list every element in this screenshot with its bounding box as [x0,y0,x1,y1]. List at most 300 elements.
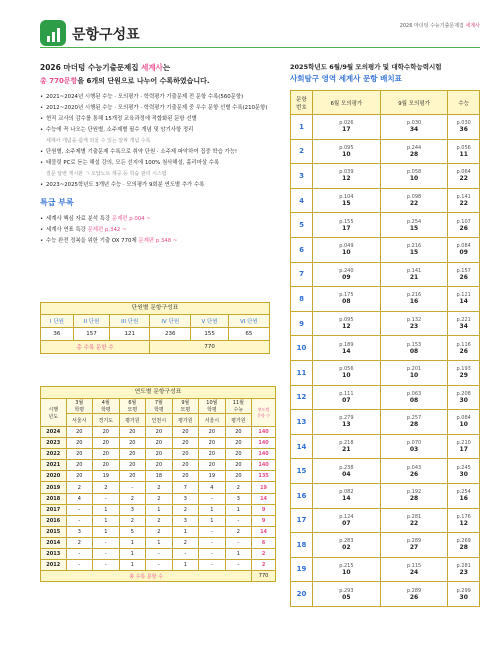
question-ref: 10 [409,175,419,183]
page-ref: p.141 [456,194,471,201]
feature-item: • 2012~2020년 시행된 수능 · 모의평가 · 학력평가 기출문제 중 우수 문항 선별 수록(210문항) [40,103,270,114]
year-value-cell: 3 [172,515,199,526]
year-value-cell: 20 [172,438,199,449]
year-value-cell: 1 [172,560,199,571]
year-cell: 2020 [41,471,67,482]
placement-cell [380,213,448,238]
special-page-link: 문제편 p.342 ~ [87,227,127,233]
year-value-cell: 20 [225,449,252,460]
placement-row [291,557,480,582]
placement-cell [380,582,448,607]
year-value-cell: 1 [93,515,120,526]
question-ref: 05 [342,593,351,601]
year-value-cell: 140 [252,449,276,460]
year-value-cell: 19 [199,471,226,482]
page-ref: p.056 [339,366,354,373]
page-ref: p.208 [456,390,471,397]
year-cell: 2021 [41,460,67,471]
year-row [41,537,276,548]
year-value-cell: 20 [93,449,120,460]
question-number: 13 [291,410,313,435]
special-item [40,225,270,236]
year-row [41,515,276,526]
placement-cell [380,237,448,262]
placement-cell [313,115,381,140]
year-org-row [41,414,276,427]
placement-cell [313,287,381,312]
question-ref: 08 [409,396,419,404]
year-value-cell: 20 [66,460,93,471]
placement-row [291,311,480,336]
placement-cell [448,360,480,385]
page-ref: p.121 [456,292,471,299]
page-ref: p.240 [339,267,354,274]
question-ref: 29 [459,372,468,380]
page-ref: p.257 [406,415,422,422]
page-ref: p.095 [339,144,354,151]
placement-header-cell: 6월 모의평가 [313,91,381,115]
placement-cell [380,262,448,287]
header-divider [40,47,480,48]
year-value-cell: 3 [172,493,199,504]
question-ref: 11 [459,150,468,158]
question-ref: 15 [342,200,351,208]
question-ref: 23 [459,568,468,576]
page-ref: p.193 [456,366,471,373]
year-value-cell: - [225,560,252,571]
year-value-cell: - [66,549,93,560]
special-list [40,214,270,247]
year-row [41,482,276,493]
question-ref: 16 [409,298,419,306]
placement-cell [313,410,381,435]
question-ref: 15 [409,249,419,257]
year-row [41,427,276,438]
question-number: 9 [291,311,313,336]
placement-cell [380,434,448,459]
year-value-cell: 2 [172,537,199,548]
placement-cell [313,139,381,164]
feature-item: 세계사 개념을 쉽게 외울 수 있는 알짜 개념 수록 [46,138,151,144]
placement-row [291,188,480,213]
question-ref: 03 [409,446,419,454]
year-value-cell: 1 [146,537,173,548]
year-value-cell: 2 [146,526,173,537]
placement-header-cell: 문항 번호 [291,91,313,115]
question-ref: 10 [409,372,419,380]
intro-line-1: 2026 마더텅 수능기출문제집 세계사는 [40,63,171,72]
year-row [41,438,276,449]
feature-list [40,92,270,191]
question-number: 2 [291,139,313,164]
year-value-cell: 2 [172,504,199,515]
year-value-cell: - [93,549,120,560]
placement-cell [380,115,448,140]
question-ref: 15 [409,224,419,232]
page-ref: p.254 [456,489,471,496]
question-ref: 22 [459,200,468,208]
year-value-cell: 2 [119,493,146,504]
unit-header-cell: IV 단원 [150,315,191,328]
page-ref: p.124 [339,513,354,520]
page-ref: p.176 [456,513,471,520]
page-ref: p.299 [456,587,471,594]
question-number: 5 [291,213,313,238]
year-value-cell: 20 [93,438,120,449]
page-ref: p.084 [456,243,471,250]
feature-item: 질문 답변 게시판 ㄱ 오답노트 제공 등 학습 관리 시스템 [46,171,167,177]
year-value-cell: 20 [146,427,173,438]
question-ref: 30 [459,470,468,478]
year-value-cell: 14 [252,493,276,504]
page-ref: p.289 [406,587,422,594]
question-number: 12 [291,385,313,410]
placement-cell [380,336,448,361]
placement-cell [448,508,480,533]
page-ref: p.153 [406,341,422,348]
year-value-cell: 2 [225,526,252,537]
placement-cell [313,483,381,508]
year-value-cell: - [66,560,93,571]
special-text: 수능 완전 정복을 위한 기출 OX 770제 [46,238,139,244]
placement-cell [448,410,480,435]
placement-cell [448,434,480,459]
page-ref: p.244 [406,144,422,151]
question-ref: 30 [459,593,468,601]
question-ref: 17 [459,446,468,454]
year-value-cell: - [93,560,120,571]
year-value-cell: 2 [93,482,120,493]
question-ref: 21 [342,446,351,454]
year-total-label: 총 수록 문항 수 [41,571,252,582]
question-ref: 12 [459,519,468,527]
year-value-cell: 20 [146,449,173,460]
placement-cell [448,582,480,607]
question-number: 7 [291,262,313,287]
page-ref: p.049 [339,243,354,250]
year-value-cell: 1 [146,504,173,515]
page-ref: p.221 [456,317,471,324]
feature-item: • 2021~2024년 시행된 수능 · 모의평가 · 학력평가 기출문제 전 문항 수록(560문항) [40,92,270,103]
unit-header-cell: III 단원 [110,315,150,328]
year-header-cell: 10월 학평 [199,399,226,414]
unit-header-cell: V 단원 [191,315,229,328]
year-value-cell: 9 [252,515,276,526]
page-ref: p.063 [406,390,422,397]
page-ref: p.218 [339,440,354,447]
year-value-cell: 20 [172,427,199,438]
page-ref: p.026 [339,120,354,127]
year-value-cell: 2 [252,549,276,560]
year-value-cell: 1 [225,549,252,560]
year-value-cell: 20 [119,449,146,460]
special-text: 세계사 연표 특강 [46,227,88,233]
year-value-cell: 19 [93,471,120,482]
special-text: 세계사 핵심 자료 분석 특강 [46,216,112,222]
placement-cell [380,287,448,312]
placement-row [291,410,480,435]
intro-section [40,62,270,247]
year-value-cell: 20 [93,427,120,438]
question-ref: 28 [409,421,419,429]
year-value-cell: 20 [225,471,252,482]
year-value-cell: 2 [146,493,173,504]
unit-value-cell: 157 [73,328,109,341]
question-ref: 26 [459,273,468,281]
page-ref: p.132 [406,317,422,324]
question-number: 3 [291,164,313,189]
year-value-cell: - [199,537,226,548]
question-ref: 30 [459,396,468,404]
question-ref: 28 [409,495,419,503]
placement-row [291,115,480,140]
unit-value-cell: 36 [41,328,74,341]
placement-section [290,62,480,84]
placement-cell [448,483,480,508]
question-ref: 26 [409,593,419,601]
year-value-cell: 135 [252,471,276,482]
placement-cell [380,385,448,410]
feature-item: • 현직 교사의 감수를 통해 15개정 교육과정에 적합화된 문항 선별 [40,114,270,125]
placement-cell [448,533,480,558]
page-ref: p.098 [406,194,422,201]
placement-cell [380,188,448,213]
placement-row [291,483,480,508]
page-ref: p.238 [339,464,354,471]
question-ref: 27 [409,544,419,552]
placement-cell [313,311,381,336]
page-ref: p.141 [406,267,422,274]
unit-value-row [41,328,270,341]
year-cell: 2015 [41,526,67,537]
year-value-cell: 1 [199,504,226,515]
placement-cell [313,434,381,459]
page-ref: p.289 [406,538,422,545]
year-value-cell: 20 [119,427,146,438]
year-value-cell: 9 [252,504,276,515]
year-value-cell: 20 [199,460,226,471]
year-value-cell: 20 [66,438,93,449]
question-number: 17 [291,508,313,533]
year-value-cell: 20 [172,460,199,471]
page-ref: p.254 [406,218,422,225]
placement-cell [448,287,480,312]
unit-header-cell: I 단원 [41,315,74,328]
placement-row [291,582,480,607]
year-value-cell: 7 [172,482,199,493]
year-value-cell: - [172,549,199,560]
question-ref: 24 [409,568,419,576]
question-ref: 12 [342,175,351,183]
year-value-cell: 6 [252,537,276,548]
placement-cell [380,139,448,164]
placement-cell [313,164,381,189]
question-ref: 14 [342,495,351,503]
special-item [40,214,270,225]
question-ref: 22 [409,200,419,208]
year-value-cell: 20 [146,460,173,471]
question-ref: 22 [409,519,419,527]
question-ref: 08 [409,347,419,355]
placement-row [291,434,480,459]
placement-row [291,139,480,164]
year-value-cell: 20 [146,438,173,449]
year-header-cell: 11월 수능 [225,399,252,414]
year-value-cell: 1 [119,537,146,548]
page-ref: p.189 [339,341,354,348]
year-cell: 2024 [41,427,67,438]
year-cell: 2014 [41,537,67,548]
placement-row [291,213,480,238]
year-value-cell: 20 [119,471,146,482]
page-ref: p.104 [339,194,354,201]
question-ref: 26 [459,224,468,232]
question-ref: 34 [459,323,468,331]
page-ref: p.116 [456,341,471,348]
year-value-cell: 2 [66,537,93,548]
placement-cell [448,336,480,361]
year-value-cell: 3 [119,504,146,515]
question-ref: 04 [342,470,351,478]
special-page-link: 문제편 p.348 ~ [138,238,178,244]
year-value-cell: 1 [119,549,146,560]
question-number: 8 [291,287,313,312]
page-header [40,20,480,50]
year-value-cell: 20 [66,449,93,460]
placement-row [291,508,480,533]
page-ref: p.216 [406,243,422,250]
unit-header-cell: II 단원 [73,315,109,328]
placement-cell [380,360,448,385]
year-value-cell: - [199,560,226,571]
question-ref: 36 [459,126,468,134]
page-ref: p.216 [406,292,422,299]
question-ref: 14 [459,298,468,306]
year-value-cell: - [119,482,146,493]
placement-cell [448,262,480,287]
placement-cell [448,188,480,213]
year-value-cell: - [93,493,120,504]
question-ref: 26 [459,347,468,355]
feature-item: • 2023~2025학년도 3개년 수능 · 모의평가 9회분 연도별 추가 수록 [40,180,270,191]
question-ref: 17 [342,126,351,134]
year-row [41,449,276,460]
year-value-cell: 4 [199,482,226,493]
placement-cell [380,557,448,582]
year-value-cell: 1 [225,504,252,515]
page-ref: p.201 [406,366,422,373]
year-header-cell: 6월 모평 [119,399,146,414]
placement-table [290,90,480,607]
unit-total-label: 총 수록 문항 수 [41,341,150,354]
year-header-row [41,399,276,414]
year-value-cell: 140 [252,427,276,438]
placement-cell [380,483,448,508]
placement-cell [313,508,381,533]
page-ref: p.269 [456,538,471,545]
placement-cell [380,533,448,558]
year-cell: 2018 [41,493,67,504]
year-row [41,549,276,560]
special-page-link: 문제편 p.004 ~ [111,216,151,222]
year-value-cell: 19 [252,482,276,493]
feature-item: • 단원별, 소주제별 기출문제 수록으로 취약 단원 · 소주제 파악하여 집중 학습 가능! [40,147,270,158]
year-row [41,526,276,537]
year-org-cell: 서울시 [66,414,93,427]
page-ref: p.157 [456,267,471,274]
year-row [41,504,276,515]
year-value-cell: 20 [225,438,252,449]
year-value-cell: 140 [252,460,276,471]
question-number: 1 [291,115,313,140]
placement-cell [380,164,448,189]
year-value-cell: 20 [66,427,93,438]
year-value-cell: 20 [172,449,199,460]
question-number: 15 [291,459,313,484]
year-value-cell: - [66,504,93,515]
year-value-cell: 20 [93,460,120,471]
page-title: 문항구성표 [72,27,140,43]
placement-cell [380,459,448,484]
question-number: 10 [291,336,313,361]
question-number: 11 [291,360,313,385]
feature-item: • 수능에 꼭 나오는 단원별, 소주제별 필수 개념 및 암기사항 정리 [40,125,270,136]
question-ref: 16 [459,495,468,503]
placement-cell [313,262,381,287]
placement-cell [448,164,480,189]
placement-header-row [291,91,480,115]
year-value-cell: 1 [119,560,146,571]
intro-line-2: 총 770문항을 6개의 단원으로 나누어 수록하였습니다. [40,77,210,85]
year-value-cell: 2 [119,515,146,526]
year-header-cell: 3월 학평 [66,399,93,414]
year-value-cell: 20 [199,427,226,438]
year-value-cell: 20 [172,471,199,482]
year-value-cell: 4 [66,493,93,504]
page-ref: p.030 [406,120,422,127]
year-cell: 2022 [41,449,67,460]
placement-cell [448,213,480,238]
question-ref: 28 [459,544,468,552]
placement-header-cell: 수능 [448,91,480,115]
year-row [41,493,276,504]
page-ref: p.111 [339,390,354,397]
year-value-cell: - [199,493,226,504]
year-cell: 2019 [41,482,67,493]
placement-row [291,360,480,385]
year-value-cell: 3 [225,493,252,504]
year-row [41,560,276,571]
placement-cell [448,139,480,164]
page-ref: p.281 [406,513,422,520]
book-title: 2026 마더텅 수능기출문제집 세계사 [399,23,480,29]
question-ref: 08 [342,298,351,306]
page-ref: p.293 [339,587,354,594]
page-ref: p.084 [456,415,471,422]
page-ref: p.245 [456,464,471,471]
page-ref: p.155 [339,218,354,225]
year-row [41,460,276,471]
placement-cell [313,360,381,385]
placement-cell [448,557,480,582]
question-ref: 22 [459,175,468,183]
page-ref: p.215 [339,562,354,569]
question-ref: 21 [409,273,419,281]
chart-logo-icon [40,20,66,46]
year-col-label: 시행 년도 [41,399,67,427]
page-ref: p.056 [456,144,471,151]
year-value-cell: 2 [225,482,252,493]
